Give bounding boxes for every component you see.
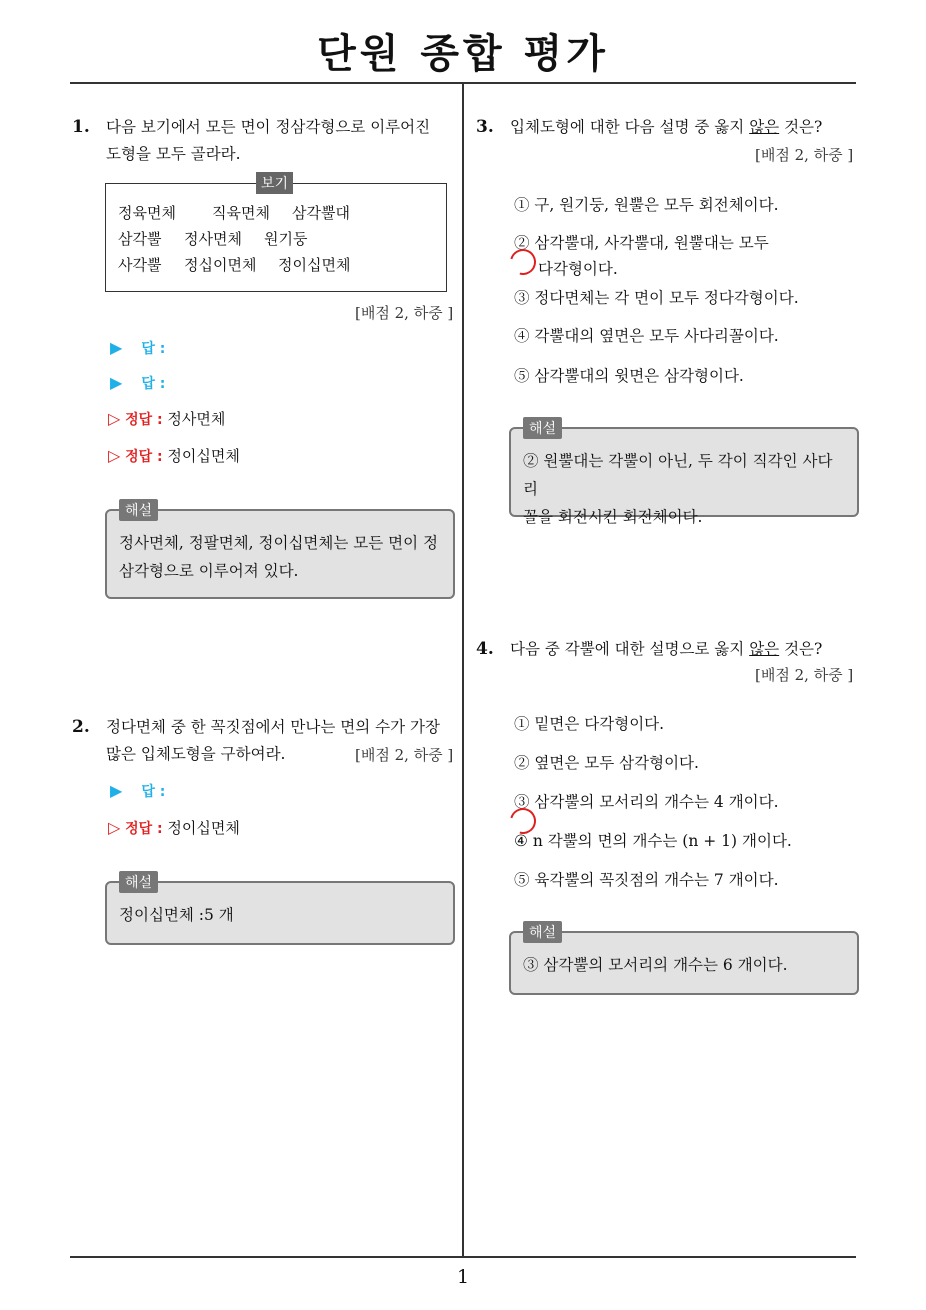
q3-option-1: ① 구, 원기둥, 원뿔은 모두 회전체이다. (514, 196, 779, 214)
q1-bogi-box (105, 176, 447, 292)
explanation-tag: 해설 (523, 417, 562, 439)
triangle-icon: ▷ (108, 818, 121, 837)
bogi-item: 원기둥 (264, 230, 308, 248)
page-number: 1 (456, 1266, 470, 1288)
explanation-line: ③ 삼각뿔의 모서리의 개수는 6 개이다. (523, 956, 788, 974)
bogi-row (118, 228, 307, 249)
q1-correct-1 (108, 408, 225, 429)
q1-answer-2 (110, 373, 165, 393)
q4-text-part: 것은? (779, 640, 823, 658)
explanation-text (523, 447, 847, 531)
q1-meta: [배점 2, 하중 ] (355, 304, 454, 322)
correct-label: 정답 : (125, 449, 163, 465)
q3-option-4: ④ 각뿔대의 옆면은 모두 사다리꼴이다. (514, 327, 779, 345)
answer-label: 답 : (141, 341, 166, 357)
explanation-text (523, 951, 847, 979)
bogi-item: 정사면체 (184, 230, 242, 248)
q1-answer-1 (110, 338, 165, 358)
correct-label: 정답 : (125, 821, 163, 837)
q4-option-4: ④ n 각뿔의 면의 개수는 (n + 1) 개이다. (514, 832, 792, 850)
q4-meta: [배점 2, 하중 ] (755, 666, 854, 684)
q4-option-5: ⑤ 육각뿔의 꼭짓점의 개수는 7 개이다. (514, 871, 779, 889)
bogi-item: 정이십면체 (278, 256, 351, 274)
answer-label: 답 : (141, 784, 166, 800)
explanation-line: 꼴을 회전시킨 회전체이다. (523, 508, 703, 526)
q4-text-underlined: 않은 (749, 640, 780, 658)
explanation-line: 정사면체, 정팔면체, 정이십면체는 모든 면이 정 (119, 534, 438, 552)
q2-line1: 정다면체 중 한 꼭짓점에서 만나는 면의 수가 가장 (106, 718, 440, 736)
q4-text-part: 다음 중 각뿔에 대한 설명으로 옳지 (510, 640, 750, 658)
bogi-label: 보기 (256, 172, 293, 194)
q3-option-2 (514, 230, 769, 257)
q4-number: 4. (476, 639, 494, 659)
q3-number: 3. (476, 117, 494, 137)
q1-explanation (105, 503, 455, 599)
q4-option-1: ① 밑면은 다각형이다. (514, 715, 665, 733)
q2-number: 2. (72, 717, 90, 737)
explanation-tag: 해설 (119, 871, 158, 893)
q3-meta: [배점 2, 하중 ] (755, 146, 854, 164)
bogi-item: 사각뿔 (118, 256, 162, 274)
correct-value: 정이십면체 (167, 819, 240, 837)
q2-answer (110, 781, 165, 801)
q4-explanation (509, 925, 859, 995)
q1-line1: 다음 보기에서 모든 면이 정삼각형으로 이루어진 (106, 118, 431, 136)
bogi-item: 삼각뿔 (118, 230, 162, 248)
q4-option-2: ② 옆면은 모두 삼각형이다. (514, 754, 699, 772)
explanation-line: ② 원뿔대는 각뿔이 아닌, 두 각이 직각인 사다리 (523, 452, 833, 498)
correct-value: 정사면체 (167, 410, 226, 428)
q3-text-part: 입체도형에 대한 다음 설명 중 옳지 (510, 118, 750, 136)
q4-option-3 (514, 789, 779, 816)
bogi-item: 정십이면체 (184, 256, 257, 274)
q1-correct-2 (108, 445, 240, 466)
explanation-tag: 해설 (523, 921, 562, 943)
bottom-divider (70, 1256, 856, 1258)
q1-line2: 도형을 모두 골라라. (106, 145, 241, 163)
q4-text (510, 636, 822, 663)
play-icon: ▶ (110, 781, 123, 800)
explanation-line: 정이십면체 :5 개 (119, 906, 234, 924)
explanation-text (119, 901, 443, 929)
q3-text-underlined: 않은 (749, 118, 780, 136)
play-icon: ▶ (110, 373, 123, 392)
play-icon: ▶ (110, 338, 123, 357)
bogi-item: 직육면체 (212, 204, 270, 222)
q2-correct (108, 817, 240, 838)
explanation-tag: 해설 (119, 499, 158, 521)
explanation-line: 삼각형으로 이루어져 있다. (119, 562, 299, 580)
q1-text (106, 114, 430, 168)
bogi-row (118, 254, 350, 275)
bogi-item: 정육면체 (118, 204, 176, 222)
triangle-icon: ▷ (108, 446, 121, 465)
q2-line2: 많은 입체도형을 구하여라. (106, 745, 286, 763)
q3-option-2-cont: 다각형이다. (538, 260, 618, 278)
q3-explanation (509, 421, 859, 526)
bogi-item: 삼각뿔대 (292, 204, 350, 222)
bogi-row (118, 202, 350, 223)
q4-option-3-text: ③ 삼각뿔의 모서리의 개수는 4 개이다. (514, 793, 779, 811)
triangle-icon: ▷ (108, 409, 121, 428)
q3-option-2-text: ② 삼각뿔대, 사각뿔대, 원뿔대는 모두 (514, 234, 769, 252)
q3-option-3: ③ 정다면체는 각 면이 모두 정다각형이다. (514, 289, 799, 307)
q3-text (510, 114, 822, 141)
column-divider (462, 83, 464, 1258)
correct-value: 정이십면체 (167, 447, 240, 465)
q1-number: 1. (72, 117, 90, 137)
answer-label: 답 : (141, 376, 166, 392)
correct-label: 정답 : (125, 412, 163, 428)
explanation-text (119, 529, 443, 585)
q3-option-5: ⑤ 삼각뿔대의 윗면은 삼각형이다. (514, 367, 744, 385)
q2-meta: [배점 2, 하중 ] (355, 746, 454, 764)
q3-text-part: 것은? (779, 118, 823, 136)
page-title: 단원 종합 평가 (317, 31, 609, 77)
q2-explanation (105, 875, 455, 945)
